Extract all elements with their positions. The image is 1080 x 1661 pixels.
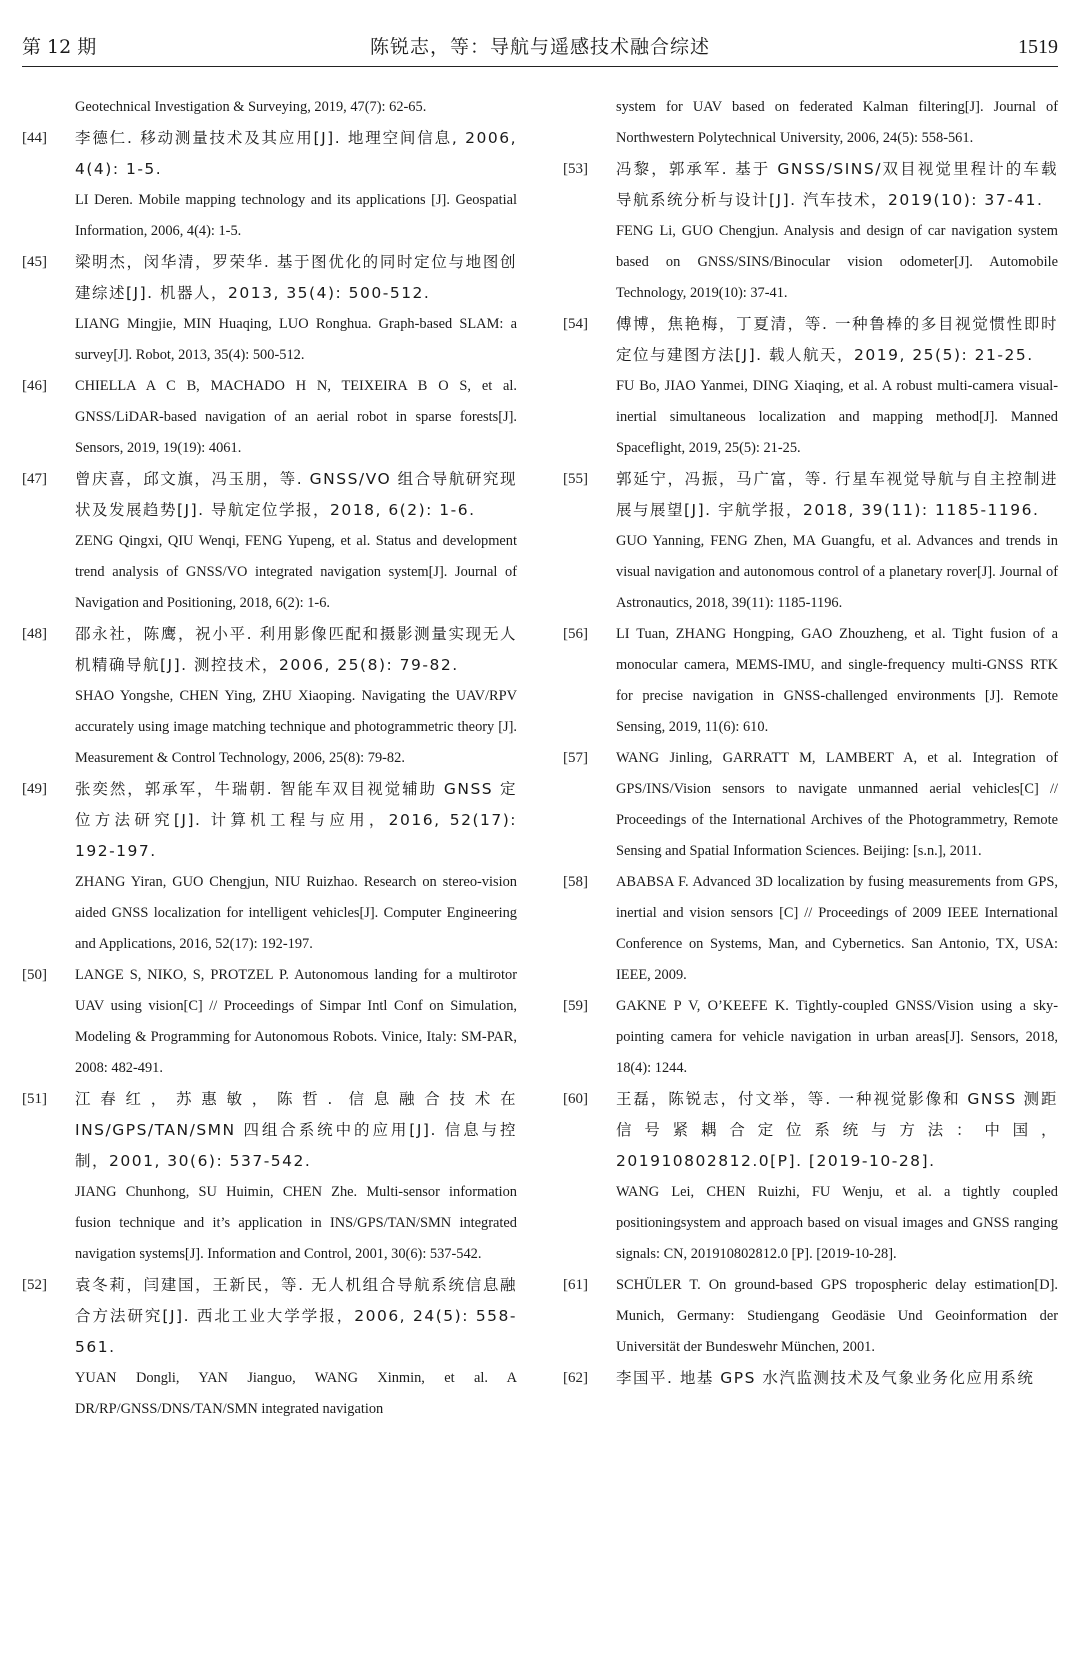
reference-entry [22, 92, 517, 123]
reference-text-chinese: 江春红，苏惠敏，陈哲. 信息融合技术在 INS/GPS/TAN/SMN 四组合系统中的应用[J]. 信息与控制，2001, 30(6): 537-542. [75, 1090, 517, 1170]
reference-number: [44] [22, 130, 47, 146]
reference-text-english: LI Tuan, ZHANG Hongping, GAO Zhouzheng, et al. Tight fusion of a monocular camera, MEMS-IMU, and single-frequency multi-GNSS RTK for precise navigation in GNSS-challenged environments [J]. Remote Sensing, 2019, 11(6): 610. [616, 626, 1058, 735]
reference-number: [58] [563, 874, 588, 890]
reference-text-english: Geotechnical Investigation & Surveying, 2019, 47(7): 62-65. [75, 99, 427, 115]
reference-text-english: ABABSA F. Advanced 3D localization by fusing measurements from GPS, inertial and vision sensors [C] // Proceedings of 2009 IEEE International Conference on Systems, Man, and Cybernetics. San Antonio, TX, USA: IEEE, 2009. [616, 874, 1058, 983]
reference-text-english: system for UAV based on federated Kalman filtering[J]. Journal of Northwestern Polytechnical University, 2006, 24(5): 558-561. [616, 99, 1058, 146]
reference-entry [22, 123, 517, 247]
reference-text-english: SCHÜLER T. On ground-based GPS tropospheric delay estimation[D]. Munich, Germany: Studiengang Geodäsie Und Geoinformation der Universität der Bundeswehr München, 2001. [616, 1277, 1058, 1355]
reference-entry [563, 154, 1058, 309]
page-number: 1519 [1018, 36, 1058, 58]
issue-label: 第 12 期 [22, 36, 97, 58]
reference-number: [52] [22, 1277, 47, 1293]
reference-text-chinese: 李国平. 地基 GPS 水汽监测技术及气象业务化应用系统 [616, 1369, 1035, 1387]
reference-number: [59] [563, 998, 588, 1014]
reference-text-chinese: 袁冬莉，闫建国，王新民，等. 无人机组合导航系统信息融合方法研究[J]. 西北工业大学学报，2006, 24(5): 558-561. [75, 1276, 517, 1356]
reference-text-english: FU Bo, JIAO Yanmei, DING Xiaqing, et al. A robust multi-camera visual-inertial simultaneous localization and mapping method[J]. Manned Spaceflight, 2019, 25(5): 21-25. [616, 378, 1058, 456]
reference-entry [563, 867, 1058, 991]
reference-number: [60] [563, 1091, 588, 1107]
running-title: 陈锐志，等：导航与遥感技术融合综述 [369, 36, 710, 58]
reference-entry [22, 960, 517, 1084]
page-header [22, 30, 1058, 67]
reference-number: [50] [22, 967, 47, 983]
reference-text-english: GUO Yanning, FENG Zhen, MA Guangfu, et al. Advances and trends in visual navigation and autonomous control of a planetary rover[J]. Journal of Astronautics, 2018, 39(11): 1185-1196. [616, 533, 1058, 611]
reference-number: [51] [22, 1091, 47, 1107]
reference-number: [46] [22, 378, 47, 394]
reference-entry [563, 1363, 1058, 1394]
reference-text-chinese: 张奕然，郭承军，牛瑞朝. 智能车双目视觉辅助 GNSS 定位方法研究[J]. 计算机工程与应用，2016, 52(17): 192-197. [75, 780, 517, 860]
reference-entry [563, 619, 1058, 743]
reference-number: [48] [22, 626, 47, 642]
reference-text-english: ZHANG Yiran, GUO Chengjun, NIU Ruizhao. Research on stereo-vision aided GNSS localization for intelligent vehicles[J]. Computer Engineering and Applications, 2016, 52(17): 192-197. [75, 874, 517, 952]
reference-entry [563, 464, 1058, 619]
reference-number: [45] [22, 254, 47, 270]
reference-number: [53] [563, 161, 588, 177]
reference-entry [22, 247, 517, 371]
reference-entry [563, 309, 1058, 464]
reference-text-english: YUAN Dongli, YAN Jianguo, WANG Xinmin, et al. A DR/RP/GNSS/DNS/TAN/SMN integrated navigation [75, 1370, 517, 1417]
reference-number: [57] [563, 750, 588, 766]
reference-text-chinese: 冯黎，郭承军. 基于 GNSS/SINS/双目视觉里程计的车载导航系统分析与设计[J]. 汽车技术，2019(10): 37-41. [616, 160, 1058, 209]
reference-entry [563, 1084, 1058, 1270]
reference-text-chinese: 王磊，陈锐志，付文举，等. 一种视觉影像和 GNSS 测距信号紧耦合定位系统与方法：中国，201910802812.0[P]. [2019-10-28]. [616, 1090, 1058, 1170]
reference-text-english: CHIELLA A C B, MACHADO H N, TEIXEIRA B O S, et al. GNSS/LiDAR-based navigation of an aerial robot in sparse forests[J]. Sensors, 2019, 19(19): 4061. [75, 378, 517, 456]
reference-entry [22, 619, 517, 774]
reference-number: [62] [563, 1370, 588, 1386]
reference-entry [563, 743, 1058, 867]
reference-number: [47] [22, 471, 47, 487]
reference-entry [22, 371, 517, 464]
reference-text-english: JIANG Chunhong, SU Huimin, CHEN Zhe. Multi-sensor information fusion technique and it’s application in INS/GPS/TAN/SMN integrated navigation systems[J]. Information and Control, 2001, 30(6): 537-542. [75, 1184, 517, 1262]
reference-entry [563, 991, 1058, 1084]
reference-text-english: LI Deren. Mobile mapping technology and its applications [J]. Geospatial Information, 2006, 4(4): 1-5. [75, 192, 517, 239]
reference-entry [22, 1084, 517, 1270]
reference-text-chinese: 曾庆喜，邱文旗，冯玉朋，等. GNSS/VO 组合导航研究现状及发展趋势[J]. 导航定位学报，2018, 6(2): 1-6. [75, 470, 517, 519]
reference-entry [22, 1270, 517, 1425]
reference-text-english: SHAO Yongshe, CHEN Ying, ZHU Xiaoping. Navigating the UAV/RPV accurately using image matching technique and photogrammetric theory [J]. Measurement & Control Technology, 2006, 25(8): 79-82. [75, 688, 517, 766]
reference-entry [563, 92, 1058, 154]
reference-text-english: FENG Li, GUO Chengjun. Analysis and design of car navigation system based on GNSS/SINS/Binocular vision odometer[J]. Automobile Technology, 2019(10): 37-41. [616, 223, 1058, 301]
reference-entry [22, 464, 517, 619]
reference-number: [55] [563, 471, 588, 487]
reference-column-left [22, 92, 517, 1425]
reference-text-english: WANG Jinling, GARRATT M, LAMBERT A, et al. Integration of GPS/INS/Vision sensors to navigate unmanned aerial vehicles[C] // Proceedings of the International Archives of the Photogrammetry, Remote Sensing and Spatial Information Sciences. Beijing: [s.n.], 2011. [616, 750, 1058, 859]
reference-text-chinese: 李德仁. 移动测量技术及其应用[J]. 地理空间信息, 2006, 4(4): 1-5. [75, 129, 517, 178]
reference-text-chinese: 梁明杰，闵华清，罗荣华. 基于图优化的同时定位与地图创建综述[J]. 机器人，2013, 35(4): 500-512. [75, 253, 517, 302]
reference-column-right [563, 92, 1058, 1394]
reference-text-english: LANGE S, NIKO, S, PROTZEL P. Autonomous landing for a multirotor UAV using vision[C] // Proceedings of Simpar Intl Conf on Simulation, Modeling & Programming for Autonomous Robots. Vinice, Italy: SM-PAR, 2008: 482-491. [75, 967, 517, 1076]
reference-text-chinese: 郭延宁，冯振，马广富，等. 行星车视觉导航与自主控制进展与展望[J]. 宇航学报，2018, 39(11): 1185-1196. [616, 470, 1058, 519]
reference-number: [54] [563, 316, 588, 332]
reference-number: [61] [563, 1277, 588, 1293]
reference-text-chinese: 傅博，焦艳梅，丁夏清，等. 一种鲁棒的多目视觉惯性即时定位与建图方法[J]. 载人航天，2019, 25(5): 21-25. [616, 315, 1058, 364]
reference-text-chinese: 邵永社，陈鹰，祝小平. 利用影像匹配和摄影测量实现无人机精确导航[J]. 测控技术，2006, 25(8): 79-82. [75, 625, 517, 674]
reference-entry [22, 774, 517, 960]
reference-number: [56] [563, 626, 588, 642]
reference-text-english: LIANG Mingjie, MIN Huaqing, LUO Ronghua. Graph-based SLAM: a survey[J]. Robot, 2013, 35(4): 500-512. [75, 316, 517, 363]
reference-text-english: ZENG Qingxi, QIU Wenqi, FENG Yupeng, et al. Status and development trend analysis of GNSS/VO integrated navigation system[J]. Journal of Navigation and Positioning, 2018, 6(2): 1-6. [75, 533, 517, 611]
reference-text-english: WANG Lei, CHEN Ruizhi, FU Wenju, et al. a tightly coupled positioningsystem and approach based on visual images and GNSS ranging signals: CN, 201910802812.0 [P]. [2019-10-28]. [616, 1184, 1058, 1262]
reference-entry [563, 1270, 1058, 1363]
reference-number: [49] [22, 781, 47, 797]
reference-text-english: GAKNE P V, O’KEEFE K. Tightly-coupled GNSS/Vision using a sky-pointing camera for vehicle navigation in urban areas[J]. Sensors, 2018, 18(4): 1244. [616, 998, 1058, 1076]
